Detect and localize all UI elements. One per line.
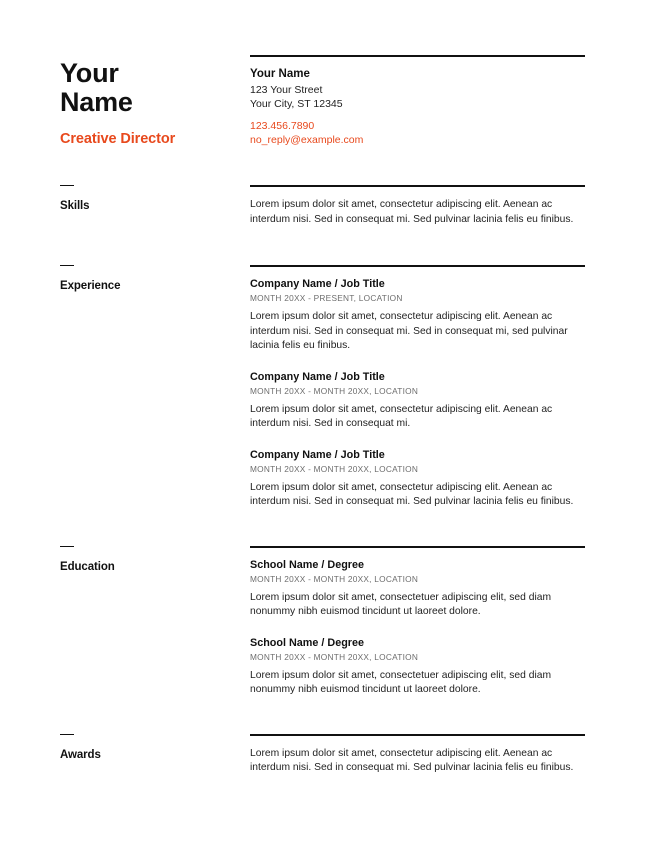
contact-street: 123 Your Street bbox=[250, 84, 323, 96]
entry-heading: Company Name / Job Title bbox=[250, 370, 385, 383]
education-title: Education bbox=[60, 560, 115, 573]
entry-heading: School Name / Degree bbox=[250, 636, 365, 649]
entry-heading: Company Name / Job Title bbox=[250, 448, 385, 461]
entry-description: Lorem ipsum dolor sit amet, consectetur adipiscing elit. Aenean ac interdum nisi. Sed in consequat mi. Sed in consequat mi, sed pulvinar lacinia felis eu finibus. bbox=[250, 311, 568, 351]
experience-entry bbox=[250, 371, 585, 432]
awards-body: Lorem ipsum dolor sit amet, consectetur adipiscing elit. Aenean ac interdum nisi. Sed in consequat mi. Sed pulvinar lacinia felis eu finibus. bbox=[250, 747, 574, 773]
experience-entry bbox=[250, 449, 585, 510]
contact-spacer bbox=[250, 111, 585, 119]
header-name-block bbox=[60, 55, 250, 147]
entry-heading: School Name / Degree bbox=[250, 558, 365, 571]
entry-description: Lorem ipsum dolor sit amet, consectetur adipiscing elit. Aenean ac interdum nisi. Sed in consequat mi. bbox=[250, 403, 553, 429]
entry-meta: MONTH 20XX - MONTH 20XX, LOCATION bbox=[250, 651, 419, 662]
header-contact-block bbox=[250, 55, 585, 147]
entry-meta: MONTH 20XX - MONTH 20XX, LOCATION bbox=[250, 463, 419, 474]
experience-dash-marker bbox=[60, 265, 74, 266]
education-dash-marker bbox=[60, 546, 74, 547]
experience-entry bbox=[250, 278, 585, 354]
entry-heading: Company Name / Job Title bbox=[250, 278, 385, 290]
skills-dash-marker bbox=[60, 185, 74, 186]
education-entry bbox=[250, 559, 585, 620]
applicant-role: Creative Director bbox=[60, 131, 176, 147]
section-education bbox=[60, 546, 585, 698]
education-entry bbox=[250, 637, 585, 698]
contact-phone: 123.456.7890 bbox=[250, 120, 315, 132]
entry-description: Lorem ipsum dolor sit amet, consectetur adipiscing elit. Aenean ac interdum nisi. Sed in consequat mi. Sed pulvinar lacinia felis eu finibus. bbox=[250, 481, 574, 507]
contact-city: Your City, ST 12345 bbox=[250, 98, 343, 110]
entry-description: Lorem ipsum dolor sit amet, consectetuer adipiscing elit, sed diam nonummy nibh euismod tincidunt ut laoreet dolore. bbox=[250, 669, 552, 695]
contact-name: Your Name bbox=[250, 68, 310, 80]
contact-email[interactable]: no_reply@example.com bbox=[250, 134, 364, 146]
skills-title: Skills bbox=[60, 200, 90, 212]
applicant-name-line1: Your bbox=[60, 58, 119, 88]
awards-title: Awards bbox=[60, 748, 101, 761]
entry-meta: MONTH 20XX - MONTH 20XX, LOCATION bbox=[250, 573, 419, 584]
skills-body: Lorem ipsum dolor sit amet, consectetur adipiscing elit. Aenean ac interdum nisi. Sed in consequat mi. Sed pulvinar lacinia felis eu finibus. bbox=[250, 199, 574, 225]
entry-meta: MONTH 20XX - MONTH 20XX, LOCATION bbox=[250, 385, 419, 396]
entry-description: Lorem ipsum dolor sit amet, consectetuer adipiscing elit, sed diam nonummy nibh euismod tincidunt ut laoreet dolore. bbox=[250, 591, 552, 617]
section-experience bbox=[60, 265, 585, 510]
resume-header bbox=[60, 55, 585, 147]
applicant-name-line2: Name bbox=[60, 87, 133, 117]
section-skills bbox=[60, 185, 585, 227]
awards-dash-marker bbox=[60, 734, 74, 735]
experience-title: Experience bbox=[60, 280, 121, 292]
section-awards bbox=[60, 734, 585, 776]
entry-meta: MONTH 20XX - PRESENT, LOCATION bbox=[250, 293, 403, 303]
